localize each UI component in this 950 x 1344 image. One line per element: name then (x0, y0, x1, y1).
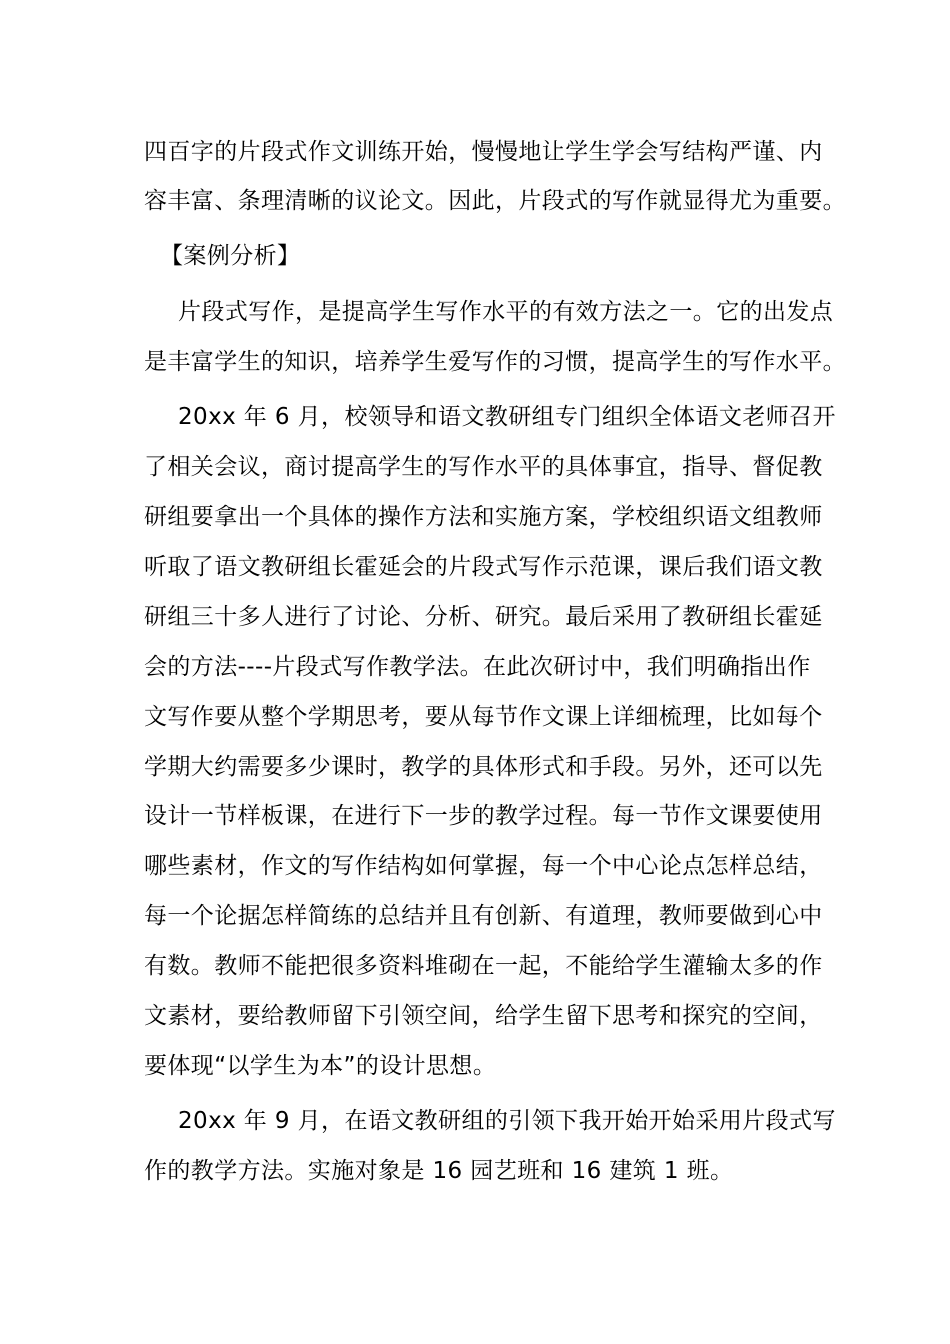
text-line: 作的教学方法。实施对象是 16 园艺班和 16 建筑 1 班。 (144, 1158, 734, 1184)
text-line: 20xx 年 9 月，在语文教研组的引领下我开始开始采用片段式写 (178, 1108, 836, 1134)
text-line: 了相关会议，商讨提高学生的写作水平的具体事宜，指导、督促教 (144, 454, 823, 480)
text-line: 研组三十多人进行了讨论、分析、研究。最后采用了教研组长霍延 (144, 604, 823, 630)
text-line: 学期大约需要多少课时，教学的具体形式和手段。另外，还可以先 (144, 754, 823, 780)
text-line: 听取了语文教研组长霍延会的片段式写作示范课，课后我们语文教 (144, 554, 823, 580)
text-line: 容丰富、条理清晰的议论文。因此，片段式的写作就显得尤为重要。 (144, 188, 846, 214)
text-line: 片段式写作，是提高学生写作水平的有效方法之一。它的出发点 (178, 299, 834, 325)
text-line: 有数。教师不能把很多资料堆砌在一起，不能给学生灌输太多的作 (144, 953, 823, 979)
text-line: 会的方法----片段式写作教学法。在此次研讨中，我们明确指出作 (144, 654, 811, 680)
section-heading: 【案例分析】 (160, 243, 301, 269)
text-line: 要体现“以学生为本”的设计思想。 (144, 1053, 497, 1079)
text-line: 每一个论据怎样简练的总结并且有创新、有道理，教师要做到心中 (144, 903, 823, 929)
text-line: 设计一节样板课，在进行下一步的教学过程。每一节作文课要使用 (144, 803, 823, 829)
text-line: 是丰富学生的知识，培养学生爱写作的习惯，提高学生的写作水平。 (144, 349, 846, 375)
text-line: 20xx 年 6 月，校领导和语文教研组专门组织全体语文老师召开 (178, 404, 836, 430)
text-line: 哪些素材，作文的写作结构如何掌握，每一个中心论点怎样总结， (144, 853, 823, 879)
text-line: 文素材，要给教师留下引领空间，给学生留下思考和探究的空间， (144, 1003, 823, 1029)
text-line: 四百字的片段式作文训练开始，慢慢地让学生学会写结构严谨、内 (144, 139, 823, 165)
text-line: 文写作要从整个学期思考，要从每节作文课上详细梳理，比如每个 (144, 704, 823, 730)
text-line: 研组要拿出一个具体的操作方法和实施方案，学校组织语文组教师 (144, 504, 823, 530)
